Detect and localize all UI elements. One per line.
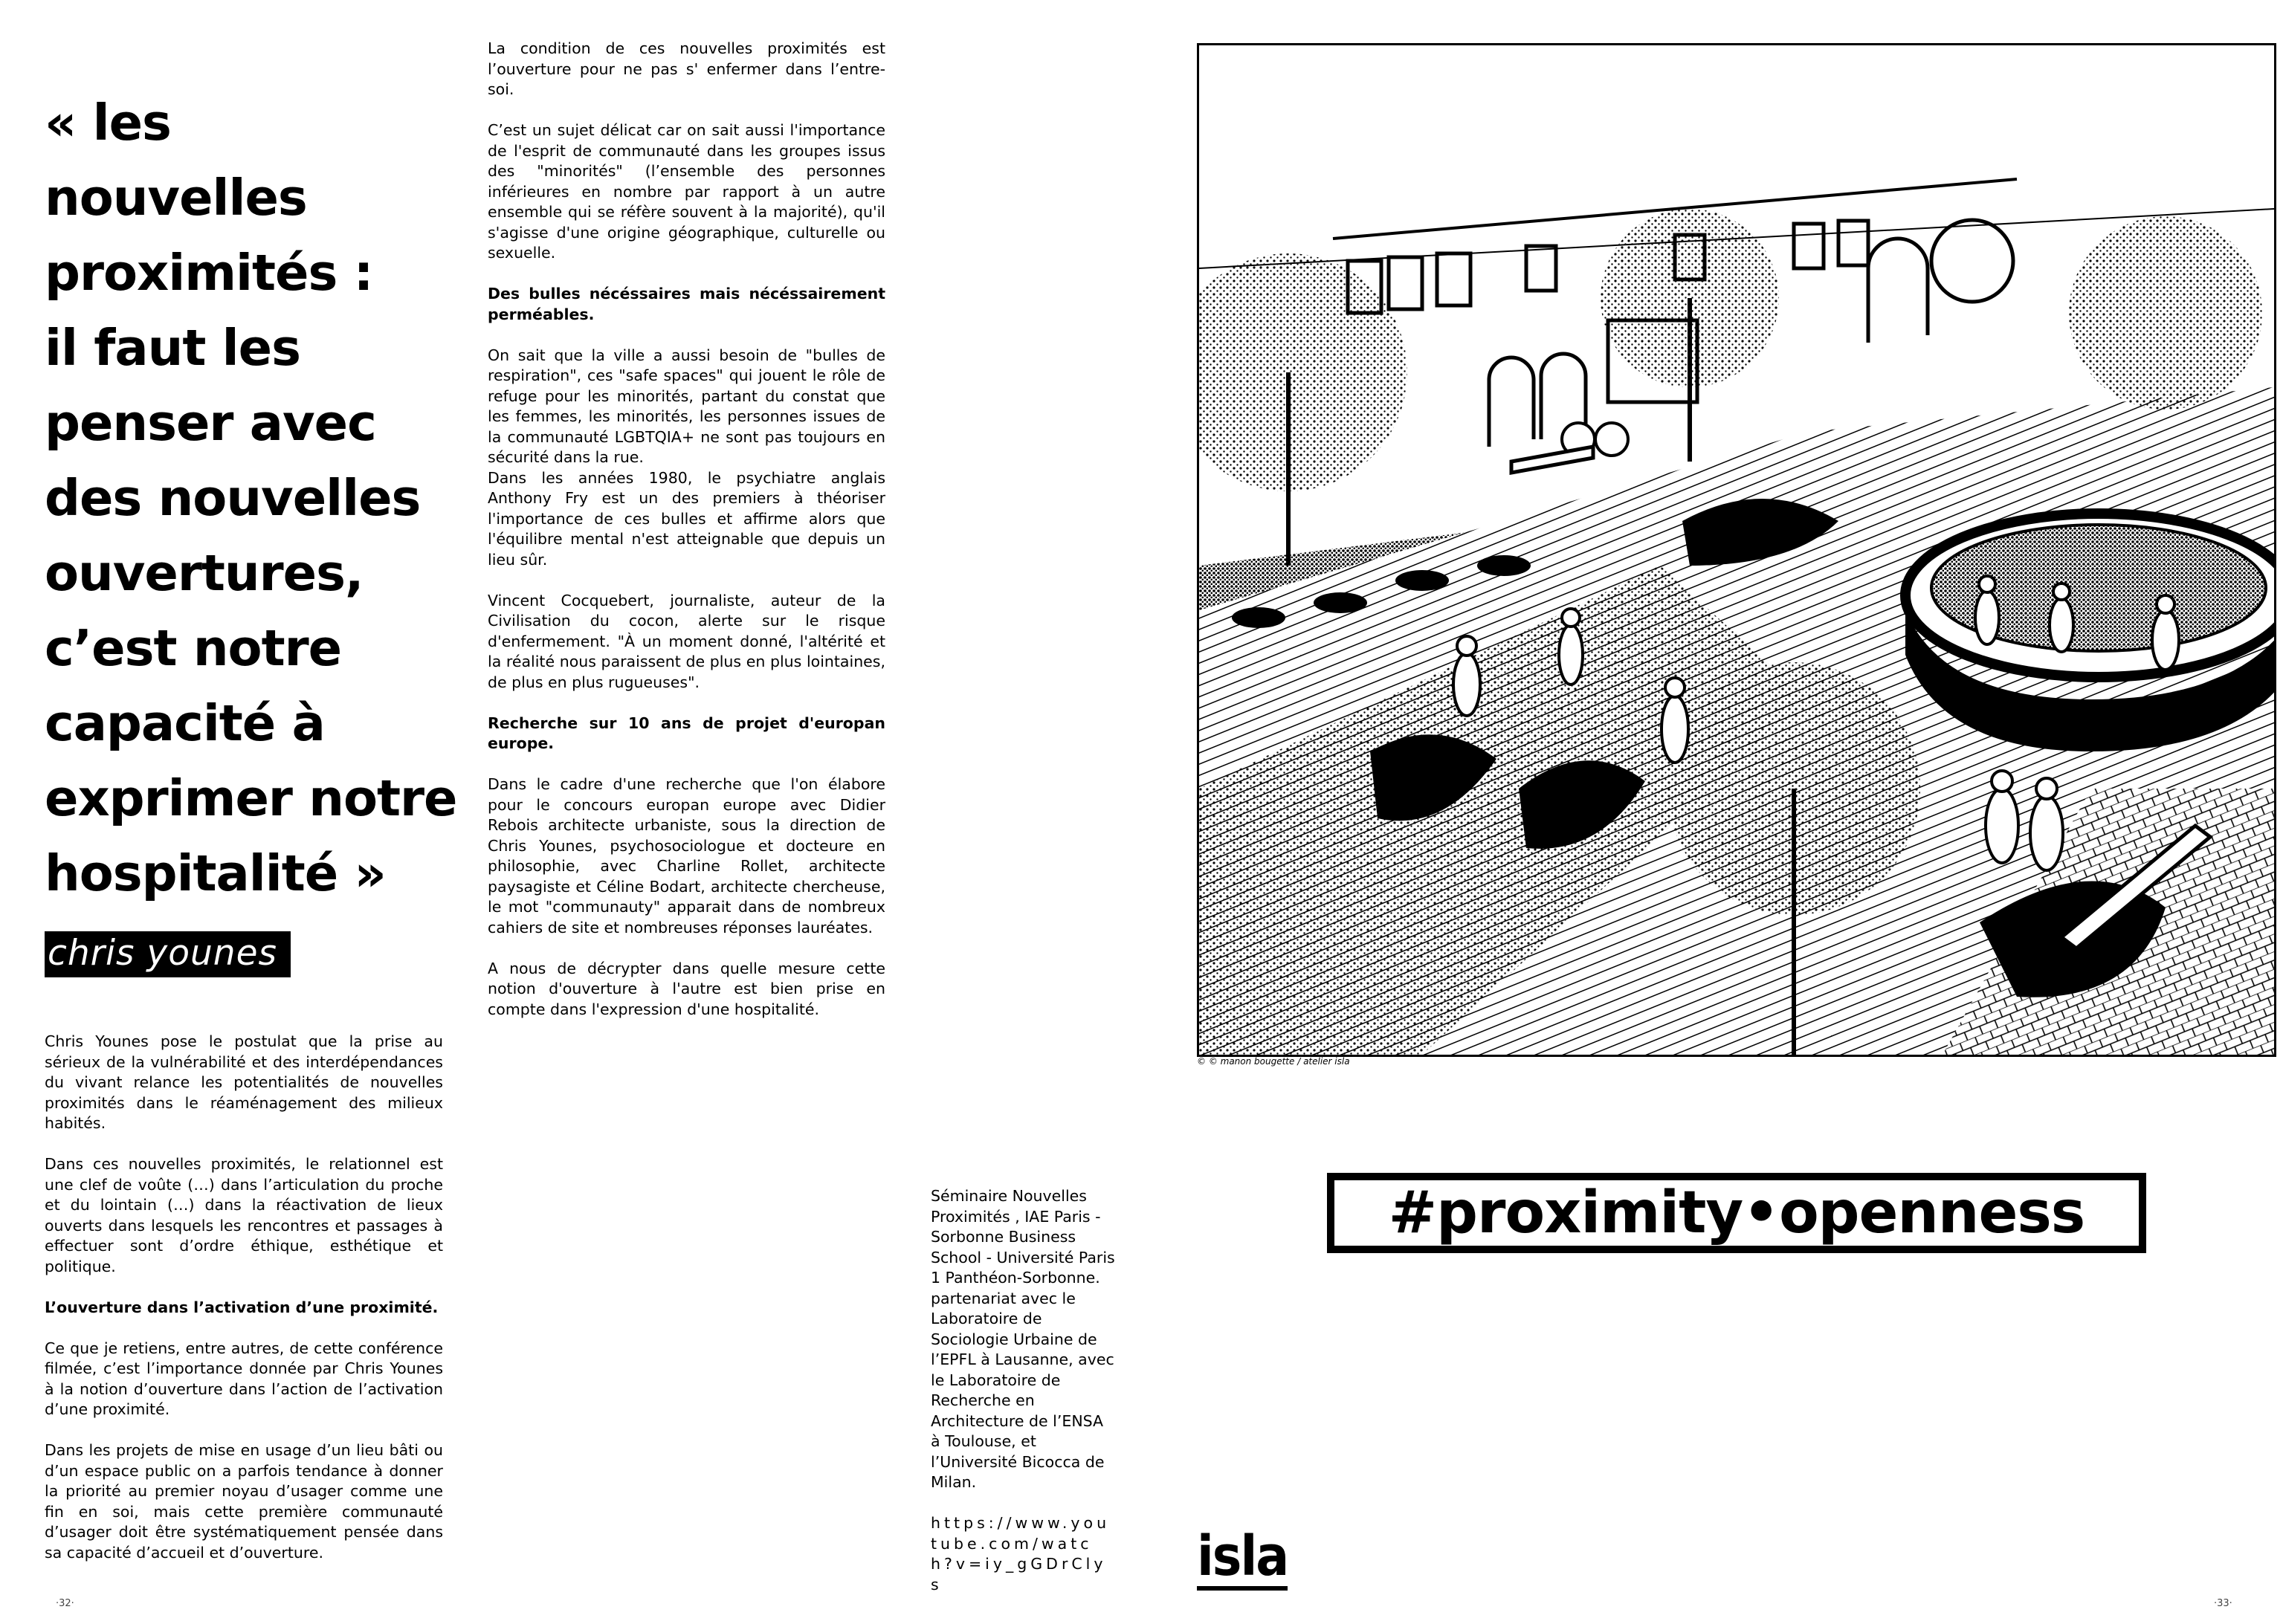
- pull-quote: [45, 85, 461, 911]
- paragraph: On sait que la ville a aussi besoin de "bulles de respiration", ces "safe spaces" qui jouent le rôle de refuge pour les minorités, partant du constat que les femmes, les minorités, les personnes issues de la communauté LGBTQIA+ ne sont pas toujours en sécurité dans la rue.: [488, 346, 885, 466]
- paragraph: Vincent Cocquebert, journaliste, auteur de la Civilisation du cocon, alerte sur le risque d'enfermement. "À un moment donné, l'altérité et la réalité nous paraissent de plus en plus lointaines, de plus en plus rugueuses".: [488, 591, 885, 691]
- illustration: [1197, 43, 2276, 1057]
- paragraph: Dans les projets de mise en usage d’un lieu bâti ou d’un espace public on a parfois tendance à donner la priorité au premier noyau d’usager comme une fin en soi, mais cette première communauté d’usager doit être systématiquement pensée dans sa capacité d’accueil et d’ouverture.: [45, 1441, 443, 1562]
- video-link[interactable]: https://www.youtube.com/watch?v=iy_gGDrClys: [931, 1514, 1111, 1594]
- illustration-drawing: [1199, 45, 2274, 1055]
- paragraph: A nous de décrypter dans quelle mesure cette notion d'ouverture à l'autre est bien prise en compte dans l'expression d'une hospitalité.: [488, 959, 885, 1018]
- pull-quote-line: hospitalité »: [45, 844, 386, 902]
- middle-text-column: [488, 39, 885, 1041]
- pull-quote-line: ouvertures,: [45, 544, 364, 602]
- subheading: L’ouverture dans l’activation d’une proximité.: [45, 1298, 439, 1316]
- paragraph: Ce que je retiens, entre autres, de cette conférence filmée, c’est l’importance donnée par Chris Younes à la notion d’ouverture dans l’action de l’activation d’une proximité.: [45, 1339, 443, 1418]
- pull-quote-line: exprimer notre: [45, 769, 457, 827]
- pull-quote-line: des nouvelles: [45, 469, 421, 527]
- paragraph: C’est un sujet délicat car on sait aussi l'importance de l'esprit de communauté dans les groupes issus des "minorités" (l’ensemble des personnes inférieures en nombre par rapport à un autre ensemble qui se réfère souvent à la majorité), qu'il s'agisse d'une origine géographique, culturelle ou sexuelle.: [488, 121, 885, 262]
- page-number-right: ·33·: [2214, 1598, 2232, 1609]
- hashtag-title: #proximity•openness: [1327, 1173, 2146, 1253]
- pull-quote-line: proximités :: [45, 244, 373, 302]
- pull-quote-line: nouvelles: [45, 169, 307, 227]
- paragraph: Dans le cadre d'une recherche que l'on élabore pour le concours europan europe avec Didier Rebois architecte urbaniste, sous la direction de Chris Younes, psychosociologue et docteure en philosophie, avec Charline Rollet, architecte paysagiste et Céline Bodart, architecte chercheuse, le mot "communauty" apparait dans de nombreux cahiers de site et nombreuses réponses lauréates.: [488, 775, 885, 936]
- isla-logo: isla: [1197, 1527, 1288, 1591]
- paragraph: Chris Younes pose le postulat que la prise au sérieux de la vulnérabilité et des interdépendances du vivant relance les potentialités de nouvelles proximités dans le réaménagement des milieux habités.: [45, 1032, 443, 1132]
- pull-quote-line: il faut les: [45, 319, 300, 377]
- page-number-left: ·32·: [56, 1598, 74, 1609]
- paragraph: La condition de ces nouvelles proximités est l’ouverture pour ne pas s' enfermer dans l’entre-soi.: [488, 39, 885, 98]
- author-tag: chris younes: [45, 931, 291, 977]
- pull-quote-line: capacité à: [45, 694, 325, 752]
- subheading: Des bulles nécéssaires mais nécéssairement perméables.: [488, 285, 885, 323]
- left-text-column: [45, 1032, 443, 1584]
- pull-quote-line: « les: [45, 94, 171, 152]
- seminar-note: [931, 1186, 1117, 1595]
- subheading: Recherche sur 10 ans de projet d'europan europe.: [488, 714, 885, 752]
- paragraph: Dans ces nouvelles proximités, le relationnel est une clef de voûte (…) dans l’articulation du proche et du lointain (…) dans la réactivation de lieux ouverts dans lesquels les rencontres et passages à effectuer sont d’ordre éthique, esthétique et politique.: [45, 1155, 443, 1275]
- pull-quote-line: c’est notre: [45, 619, 342, 677]
- pull-quote-line: penser avec: [45, 394, 376, 452]
- paragraph: Dans les années 1980, le psychiatre anglais Anthony Fry est un des premiers à théoriser l'importance de ces bulles et affirme alors que l'équilibre mental n'est atteignable que depuis un lieu sûr.: [488, 468, 885, 569]
- illustration-credit: © © manon bougette / atelier isla: [1197, 1056, 1350, 1067]
- seminar-note-text: Séminaire Nouvelles Proximités , IAE Paris - Sorbonne Business School - Université Paris 1 Panthéon-Sorbonne. partenariat avec le Laboratoire de Sociologie Urbaine de l’EPFL à Lausanne, avec le Laboratoire de Recherche en Architecture de l’ENSA à Toulouse, et l’Université Bicocca de Milan.: [931, 1187, 1115, 1491]
